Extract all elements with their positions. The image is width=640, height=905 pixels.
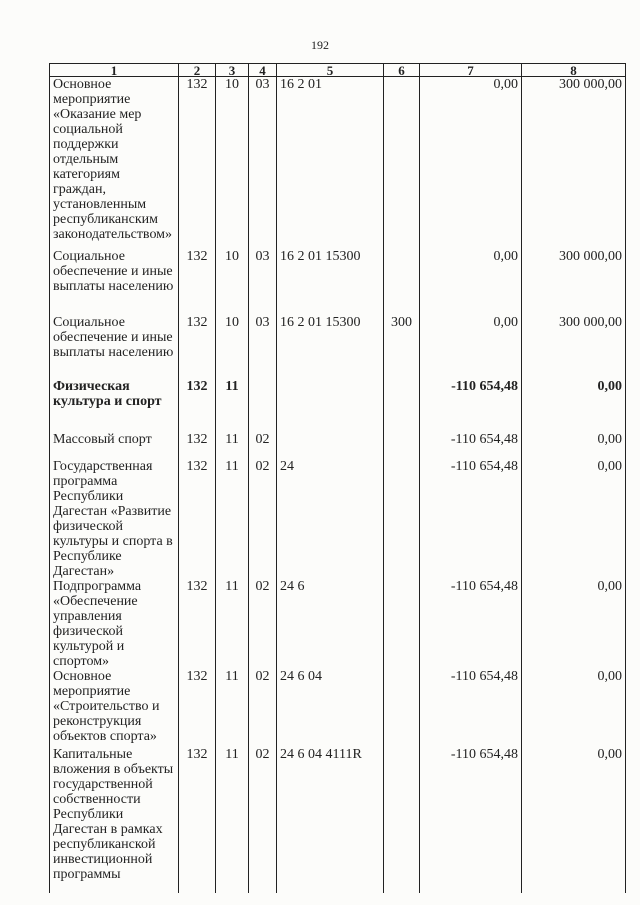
row-csr [277, 379, 384, 432]
row-vr [384, 432, 420, 459]
row-pr: 03 [249, 77, 277, 249]
row-vr [384, 747, 420, 893]
row-csr: 16 2 01 [277, 77, 384, 249]
row-rz: 10 [216, 315, 249, 379]
row-csr: 24 6 04 [277, 669, 384, 747]
row-csr: 24 6 04 4111R [277, 747, 384, 893]
row-rz: 11 [216, 747, 249, 893]
row-rz: 11 [216, 579, 249, 669]
row-amount-7: -110 654,48 [420, 379, 522, 432]
row-vr [384, 77, 420, 249]
row-amount-8: 0,00 [522, 669, 626, 747]
row-ved: 132 [179, 315, 216, 379]
row-pr: 03 [249, 315, 277, 379]
row-csr: 24 6 [277, 579, 384, 669]
column-header: 8 [522, 64, 626, 77]
column-header: 6 [384, 64, 420, 77]
row-ved: 132 [179, 249, 216, 315]
row-amount-8: 0,00 [522, 379, 626, 432]
row-pr: 02 [249, 669, 277, 747]
row-csr: 24 [277, 459, 384, 579]
row-rz: 11 [216, 669, 249, 747]
table-row [50, 249, 626, 315]
row-vr [384, 249, 420, 315]
row-amount-8: 0,00 [522, 747, 626, 893]
row-name: Социальное обеспечение и иные выплаты населению [50, 315, 179, 379]
row-vr: 300 [384, 315, 420, 379]
row-name: Основное мероприятие «Оказание мер социальной поддержки отдельным категориям граждан, установленным республиканским законодательством» [50, 77, 179, 249]
row-name: Массовый спорт [50, 432, 179, 459]
row-name: Социальное обеспечение и иные выплаты населению [50, 249, 179, 315]
row-name: Подпрограмма «Обеспечение управления физической культурой и спортом» [50, 579, 179, 669]
table-row [50, 379, 626, 432]
row-amount-7: -110 654,48 [420, 579, 522, 669]
column-header: 5 [277, 64, 384, 77]
row-name: Физическая культура и спорт [50, 379, 179, 432]
column-header: 3 [216, 64, 249, 77]
column-header: 2 [179, 64, 216, 77]
table-row [50, 669, 626, 747]
row-amount-7: -110 654,48 [420, 459, 522, 579]
row-rz: 11 [216, 432, 249, 459]
row-amount-7: -110 654,48 [420, 432, 522, 459]
row-amount-8: 0,00 [522, 459, 626, 579]
table-row [50, 459, 626, 579]
table-row [50, 747, 626, 893]
table-row [50, 315, 626, 379]
header-row [50, 64, 626, 77]
row-amount-7: 0,00 [420, 77, 522, 249]
page-number: 192 [311, 38, 329, 52]
row-pr: 02 [249, 747, 277, 893]
column-header: 7 [420, 64, 522, 77]
row-rz: 11 [216, 459, 249, 579]
row-rz: 10 [216, 249, 249, 315]
row-amount-8: 0,00 [522, 579, 626, 669]
row-amount-8: 300 000,00 [522, 249, 626, 315]
row-ved: 132 [179, 379, 216, 432]
row-rz: 10 [216, 77, 249, 249]
budget-table [49, 63, 626, 893]
column-header: 4 [249, 64, 277, 77]
row-ved: 132 [179, 77, 216, 249]
row-ved: 132 [179, 432, 216, 459]
table-row [50, 77, 626, 249]
row-csr: 16 2 01 15300 [277, 249, 384, 315]
row-ved: 132 [179, 747, 216, 893]
row-vr [384, 379, 420, 432]
row-amount-7: 0,00 [420, 249, 522, 315]
row-amount-8: 0,00 [522, 432, 626, 459]
row-ved: 132 [179, 669, 216, 747]
row-pr: 02 [249, 579, 277, 669]
row-amount-7: 0,00 [420, 315, 522, 379]
row-vr [384, 669, 420, 747]
table-body [50, 77, 626, 893]
row-vr [384, 579, 420, 669]
row-amount-8: 300 000,00 [522, 77, 626, 249]
row-amount-7: -110 654,48 [420, 747, 522, 893]
row-ved: 132 [179, 459, 216, 579]
row-vr [384, 459, 420, 579]
row-csr [277, 432, 384, 459]
row-name: Государственная программа Республики Дагестан «Развитие физической культуры и спорта в Республике Дагестан» [50, 459, 179, 579]
row-name: Основное мероприятие «Строительство и реконструкция объектов спорта» [50, 669, 179, 747]
row-rz: 11 [216, 379, 249, 432]
table-row [50, 579, 626, 669]
row-pr [249, 379, 277, 432]
row-csr: 16 2 01 15300 [277, 315, 384, 379]
row-amount-7: -110 654,48 [420, 669, 522, 747]
row-pr: 02 [249, 432, 277, 459]
row-pr: 03 [249, 249, 277, 315]
row-ved: 132 [179, 579, 216, 669]
row-pr: 02 [249, 459, 277, 579]
row-amount-8: 300 000,00 [522, 315, 626, 379]
row-name: Капитальные вложения в объекты государственной собственности Республики Дагестан в рамках республиканской инвестиционной программы [50, 747, 179, 893]
column-header: 1 [50, 64, 179, 77]
table-row [50, 432, 626, 459]
